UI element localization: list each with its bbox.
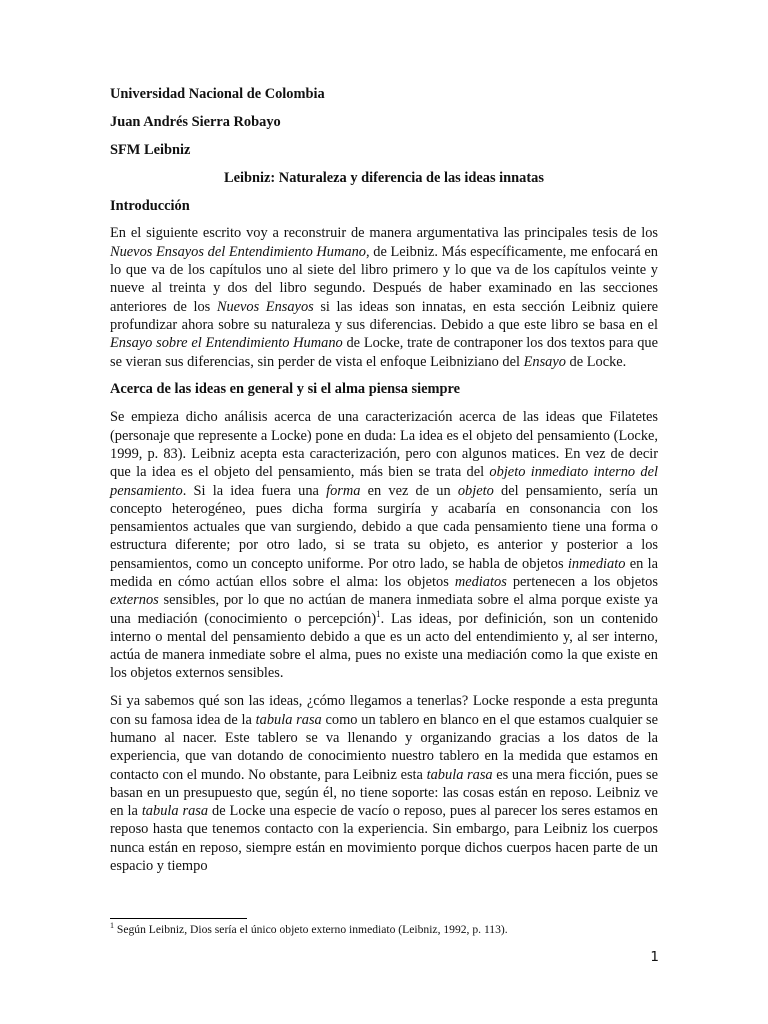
university-name: Universidad Nacional de Colombia bbox=[110, 86, 325, 102]
intro-heading: Introducción bbox=[110, 197, 190, 214]
page-number: 1 bbox=[650, 949, 659, 965]
footnote-text: Según Leibniz, Dios sería el único objeto externo inmediato (Leibniz, 1992, p. 113). bbox=[114, 923, 508, 936]
author-name: Juan Andrés Sierra Robayo bbox=[110, 113, 281, 130]
footnote-reference[interactable]: 1 bbox=[376, 608, 381, 619]
document-body bbox=[110, 85, 658, 875]
course-name: SFM Leibniz bbox=[110, 141, 191, 158]
footnote-marker: 1 bbox=[110, 921, 114, 931]
intro-paragraph: En el siguiente escrito voy a reconstruir de manera argumentativa las principales tesis de los Nuevos Ensayos del Entendimiento Humano, de Leibniz. Más específicamente, me enfocará en lo que va de los capítulos uno al siete del libro primero y lo que va de los capítulos veinte y nueve al treinta y dos del libro segundo. Después de haber examinado en las secciones anteriores de los Nuevos Ensayos si las ideas son innatas, en esta sección Leibniz quiere profundizar ahora sobre su naturaleza y sus diferencias. Debido a que este libro se basa en el Ensayo sobre el Entendimiento Humano de Locke, trate de contraponer los dos textos para que se vieran sus diferencias, sin perder de vista el enfoque Leibniziano del Ensayo de Locke. bbox=[110, 225, 659, 370]
section-heading: Acerca de las ideas en general y si el alma piensa siempre bbox=[110, 381, 460, 398]
body-paragraph-tabula-rasa: Si ya sabemos qué son las ideas, ¿cómo llegamos a tenerlas? Locke responde a esta pregunta con su famosa idea de la tabula rasa como un tablero en blanco en el que estamos cualquier se humano al nacer. Este tablero se va llenando y organizando gracias a los datos de la experiencia, que van dotando de conocimiento nuestro tablero en la medida que estamos en contacto con el mundo. No obstante, para Leibniz esta tabula rasa es una mera ficción, pues se basan en un presupuesto que, según él, no tiene soporte: las cosas están en reposo. Leibniz ve en la tabula rasa de Locke una especie de vacío o reposo, pues al parecer los seres estamos en reposo hasta que tenemos contacto con la experiencia. Sin embargo, para Leibniz los cuerpos nunca están en reposo, siempre están en movimiento porque dichos cuerpos hacen parte de un espacio y tiempo bbox=[110, 693, 659, 875]
footnote bbox=[110, 922, 658, 937]
document-title: Leibniz: Naturaleza y diferencia de las ideas innatas bbox=[224, 169, 544, 186]
body-paragraph-ideas: Se empieza dicho análisis acerca de una caracterización acerca de las ideas que Filatetes (personaje que represente a Locke) pone en duda: La idea es el objeto del pensamiento (Locke, 1999, p. 83). Leibniz acepta esta caracterización, pero con algunos matices. En vez de decir que la idea es el objeto del pensamiento, más bien se trata del objeto inmediato interno del pensamiento. Si la idea fuera una forma en vez de un objeto del pensamiento, sería un concepto heterogéneo, pues dicha forma surgiría y acabaría en consonancia con los pensamientos actuales que van surgiendo, debido a que cada pensamiento tiene una forma o estructura diferente; por otro lado, si se trata su objeto, es anterior y posterior a los pensamientos, como un concepto uniforme. Por otro lado, se habla de objetos inmediato en la medida en cómo actúan ellos sobre el alma: los objetos mediatos pertenecen a los objetos externos sensibles, por lo que no actúan de manera inmediata sobre el alma porque existe ya una mediación (conocimiento o percepción)$^1$. Las ideas, por definición, son un contenido interno o mental del pensamiento debido a que es un acto del entendimiento y, al ser interno, actúa de manera inmediate sobre el alma, pues no existe una mediación como la que existe en los objetos externos sensibles. bbox=[110, 409, 659, 682]
footnote-separator bbox=[110, 918, 247, 919]
